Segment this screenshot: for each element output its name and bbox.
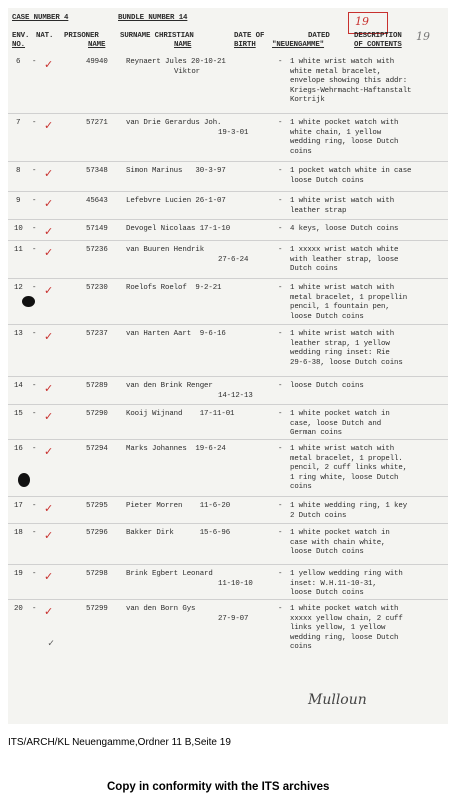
document-sheet xyxy=(8,8,448,724)
contents-line: loose Dutch coins xyxy=(290,382,364,390)
row-divider xyxy=(8,404,448,405)
col-surname-header: SURNAME CHRISTIAN xyxy=(120,32,194,40)
prisoner-name: Devogel Nicolaas 17-1-10 xyxy=(126,225,231,233)
contents-line: Dutch coins xyxy=(290,265,338,274)
dash-mark: - xyxy=(32,445,37,453)
envelope-number: 13 xyxy=(14,330,23,338)
contents-line: leather strap, 1 yellow xyxy=(290,339,390,348)
ink-blot xyxy=(22,296,35,307)
contents-line: 1 white pocket watch in xyxy=(290,410,390,418)
dash-mark: - xyxy=(32,225,37,233)
check-mark-icon: ✓ xyxy=(44,502,54,515)
envelope-number: 9 xyxy=(16,197,21,205)
dash-mark: - xyxy=(32,529,37,537)
prisoner-name-continued: 27-9-07 xyxy=(218,614,249,623)
check-mark-icon: ✓ xyxy=(44,529,54,542)
contents-line: 1 white wrist watch with xyxy=(290,58,395,66)
conformity-notice: Copy in conformity with the ITS archives xyxy=(107,781,330,793)
contents-line: 1 yellow wedding ring with xyxy=(290,570,403,578)
contents-line: white metal bracelet, xyxy=(290,67,382,76)
contents-line: wedding ring, loose Dutch xyxy=(290,138,399,147)
row-divider xyxy=(8,161,448,162)
bundle-number-label: BUNDLE NUMBER 14 xyxy=(118,14,188,22)
check-mark-icon: ✓ xyxy=(44,284,54,297)
col-description-header: DESCRIPTION xyxy=(354,32,402,40)
dash-mark: - xyxy=(278,502,283,510)
envelope-number: 11 xyxy=(14,246,23,254)
prisoner-number: 57230 xyxy=(86,284,108,292)
contents-line: 1 white wrist watch with xyxy=(290,284,395,292)
prisoner-name: Simon Marinus 30-3-97 xyxy=(126,167,226,175)
prisoner-name: van Buuren Hendrik xyxy=(126,246,205,254)
row-divider xyxy=(8,599,448,600)
check-mark-icon: ✓ xyxy=(44,330,54,343)
check-mark-icon: ✓ xyxy=(44,605,54,618)
envelope-number: 10 xyxy=(14,225,23,233)
col-contents-header: OF CONTENTS xyxy=(354,41,402,49)
envelope-number: 6 xyxy=(16,58,21,66)
contents-line: 1 white wedding ring, 1 key xyxy=(290,502,408,510)
contents-line: 1 pocket watch white in case xyxy=(290,167,412,175)
prisoner-name: Brink Egbert Leonard xyxy=(126,570,213,578)
prisoner-name: van den Brink Renger xyxy=(126,382,213,390)
contents-line: inset: W.H.11-10-31, xyxy=(290,579,377,588)
contents-line: white chain, 1 yellow xyxy=(290,128,382,137)
col-nat-header: NAT. xyxy=(36,32,54,40)
row-divider xyxy=(8,113,448,114)
contents-line: 1 white wrist watch with xyxy=(290,445,395,453)
prisoner-name: Pieter Morren 11-6-20 xyxy=(126,502,231,510)
check-mark-icon: ✓ xyxy=(44,58,54,71)
prisoner-name: Roelofs Roelof 9-2-21 xyxy=(126,284,222,292)
dash-mark: - xyxy=(278,197,283,205)
dash-mark: - xyxy=(278,529,283,537)
dash-mark: - xyxy=(278,167,283,175)
prisoner-number: 45643 xyxy=(86,197,108,205)
dash-mark: - xyxy=(278,119,283,127)
check-mark-icon: ✓ xyxy=(44,570,54,583)
contents-line: loose Dutch coins xyxy=(290,548,364,557)
contents-line: pencil, 1 fountain pen, xyxy=(290,303,390,312)
dash-mark: - xyxy=(32,382,37,390)
prisoner-name: Reynaert Jules 20-10-21 xyxy=(126,58,226,66)
check-mark-icon: ✓ xyxy=(44,246,54,259)
check-mark-icon: ✓ xyxy=(44,197,54,210)
contents-line: 1 ring white, loose Dutch xyxy=(290,473,399,482)
contents-line: 1 white pocket watch with xyxy=(290,605,399,613)
contents-line: case, loose Dutch and xyxy=(290,419,382,428)
row-divider xyxy=(8,439,448,440)
contents-line: leather strap xyxy=(290,206,347,215)
contents-line: 1 white wrist watch with xyxy=(290,197,395,205)
red-page-stamp: 19 xyxy=(348,12,388,34)
dash-mark: - xyxy=(278,284,283,292)
prisoner-number: 57296 xyxy=(86,529,108,537)
contents-line: with leather strap, loose xyxy=(290,255,399,264)
handwritten-signature: Mulloun xyxy=(308,692,367,708)
contents-line: 1 white pocket watch in xyxy=(290,529,390,537)
prisoner-name: Bakker Dirk 15-6-96 xyxy=(126,529,231,537)
contents-line: coins xyxy=(290,643,312,652)
prisoner-number: 57298 xyxy=(86,570,108,578)
envelope-number: 16 xyxy=(14,445,23,453)
dash-mark: - xyxy=(32,197,37,205)
envelope-number: 19 xyxy=(14,570,23,578)
prisoner-number: 57237 xyxy=(86,330,108,338)
dash-mark: - xyxy=(278,58,283,66)
contents-line: German coins xyxy=(290,429,343,438)
contents-line: Kriegs-Wehrmacht-Haftanstalt xyxy=(290,86,412,95)
contents-line: 4 keys, loose Dutch coins xyxy=(290,225,399,233)
row-divider xyxy=(8,240,448,241)
prisoner-number: 57294 xyxy=(86,445,108,453)
envelope-number: 18 xyxy=(14,529,23,537)
case-number-label: CASE NUMBER 4 xyxy=(12,14,69,22)
contents-line: wedding ring, loose Dutch xyxy=(290,633,399,642)
dash-mark: - xyxy=(278,382,283,390)
prisoner-name: Lefebvre Lucien 26-1-07 xyxy=(126,197,226,205)
contents-line: 1 white pocket watch with xyxy=(290,119,399,127)
dash-mark: - xyxy=(278,330,283,338)
dash-mark: - xyxy=(278,225,283,233)
prisoner-name-continued: 11-10-10 xyxy=(218,579,253,588)
prisoner-name-continued: 19-3-01 xyxy=(218,128,249,137)
envelope-number: 14 xyxy=(14,382,23,390)
dash-mark: - xyxy=(278,445,283,453)
col-birth-header: BIRTH xyxy=(234,41,256,49)
col-no-header: NO. xyxy=(12,41,26,49)
col-neuengamme-header: "NEUENGAMME" xyxy=(272,41,325,49)
dash-mark: - xyxy=(32,502,37,510)
envelope-number: 20 xyxy=(14,605,23,613)
dash-mark: - xyxy=(32,119,37,127)
row-divider xyxy=(8,496,448,497)
check-mark-icon: ✓ xyxy=(44,167,54,180)
row-divider xyxy=(8,191,448,192)
prisoner-number: 57271 xyxy=(86,119,108,127)
check-mark-icon: ✓ xyxy=(44,119,54,132)
contents-line: envelope showing this addr: xyxy=(290,77,408,86)
corner-page-number: 19 xyxy=(416,30,430,43)
prisoner-number: 57289 xyxy=(86,382,108,390)
prisoner-name-continued: Viktor xyxy=(174,67,201,76)
envelope-number: 15 xyxy=(14,410,23,418)
prisoner-number: 57149 xyxy=(86,225,108,233)
row-divider xyxy=(8,564,448,565)
row-divider xyxy=(8,376,448,377)
prisoner-name: Kooij Wijnand 17-11-01 xyxy=(126,410,235,418)
col-name-header: NAME xyxy=(88,41,106,49)
contents-line: loose Dutch coins xyxy=(290,312,364,321)
col-christ-name-header: NAME xyxy=(174,41,192,49)
contents-line: coins xyxy=(290,483,312,492)
check-mark-icon: ✓ xyxy=(44,225,54,238)
check-mark-icon: ✓ xyxy=(44,410,54,423)
check-mark-icon: ✓ xyxy=(44,382,54,395)
prisoner-number: 57295 xyxy=(86,502,108,510)
prisoner-name: van Drie Gerardus Joh. xyxy=(126,119,222,127)
dash-mark: - xyxy=(32,330,37,338)
prisoner-name-continued: 14-12-13 xyxy=(218,391,253,400)
prisoner-number: 57290 xyxy=(86,410,108,418)
col-dated-header: DATED xyxy=(308,32,330,40)
dash-mark: - xyxy=(32,58,37,66)
check-mark-icon: ✓ xyxy=(48,639,55,650)
dash-mark: - xyxy=(32,570,37,578)
prisoner-name: van Harten Aart 9-6-16 xyxy=(126,330,226,338)
row-divider xyxy=(8,523,448,524)
dash-mark: - xyxy=(32,605,37,613)
col-env-header: ENV. xyxy=(12,32,30,40)
contents-line: Kortrijk xyxy=(290,96,325,105)
contents-line: 29-6-38, loose Dutch coins xyxy=(290,358,403,367)
row-divider xyxy=(8,278,448,279)
prisoner-name-continued: 27-6-24 xyxy=(218,255,249,264)
dash-mark: - xyxy=(32,284,37,292)
contents-line: metal bracelet, 1 propell. xyxy=(290,454,403,463)
dash-mark: - xyxy=(278,570,283,578)
prisoner-name: van den Born Gys xyxy=(126,605,196,613)
contents-line: loose Dutch coins xyxy=(290,176,364,185)
envelope-number: 8 xyxy=(16,167,21,175)
dash-mark: - xyxy=(278,246,283,254)
check-mark-icon: ✓ xyxy=(44,445,54,458)
contents-line: xxxxx yellow chain, 2 cuff xyxy=(290,614,403,623)
prisoner-number: 57236 xyxy=(86,246,108,254)
contents-line: case with chain white, xyxy=(290,538,386,547)
col-prisoner-header: PRISONER xyxy=(64,32,99,40)
envelope-number: 17 xyxy=(14,502,23,510)
ink-blot xyxy=(18,473,30,487)
contents-line: coins xyxy=(290,147,312,156)
contents-line: 1 xxxxx wrist watch white xyxy=(290,246,399,254)
envelope-number: 7 xyxy=(16,119,21,127)
contents-line: pencil, 2 cuff links white, xyxy=(290,464,408,473)
contents-line: 1 white wrist watch with xyxy=(290,330,395,338)
contents-line: wedding ring inset: Rie xyxy=(290,349,390,358)
dash-mark: - xyxy=(278,410,283,418)
row-divider xyxy=(8,324,448,325)
contents-line: loose Dutch coins xyxy=(290,589,364,598)
archive-reference: ITS/ARCH/KL Neuengamme,Ordner 11 B,Seite 19 xyxy=(8,737,231,748)
dash-mark: - xyxy=(32,167,37,175)
prisoner-number: 57299 xyxy=(86,605,108,613)
dash-mark: - xyxy=(32,410,37,418)
contents-line: metal bracelet, 1 propellin xyxy=(290,293,408,302)
col-date-header: DATE OF xyxy=(234,32,265,40)
prisoner-name: Marks Johannes 19-6-24 xyxy=(126,445,226,453)
prisoner-number: 49940 xyxy=(86,58,108,66)
envelope-number: 12 xyxy=(14,284,23,292)
row-divider xyxy=(8,219,448,220)
prisoner-number: 57348 xyxy=(86,167,108,175)
contents-line: 2 Dutch coins xyxy=(290,511,347,520)
dash-mark: - xyxy=(32,246,37,254)
dash-mark: - xyxy=(278,605,283,613)
contents-line: links yellow, 1 yellow xyxy=(290,624,386,633)
